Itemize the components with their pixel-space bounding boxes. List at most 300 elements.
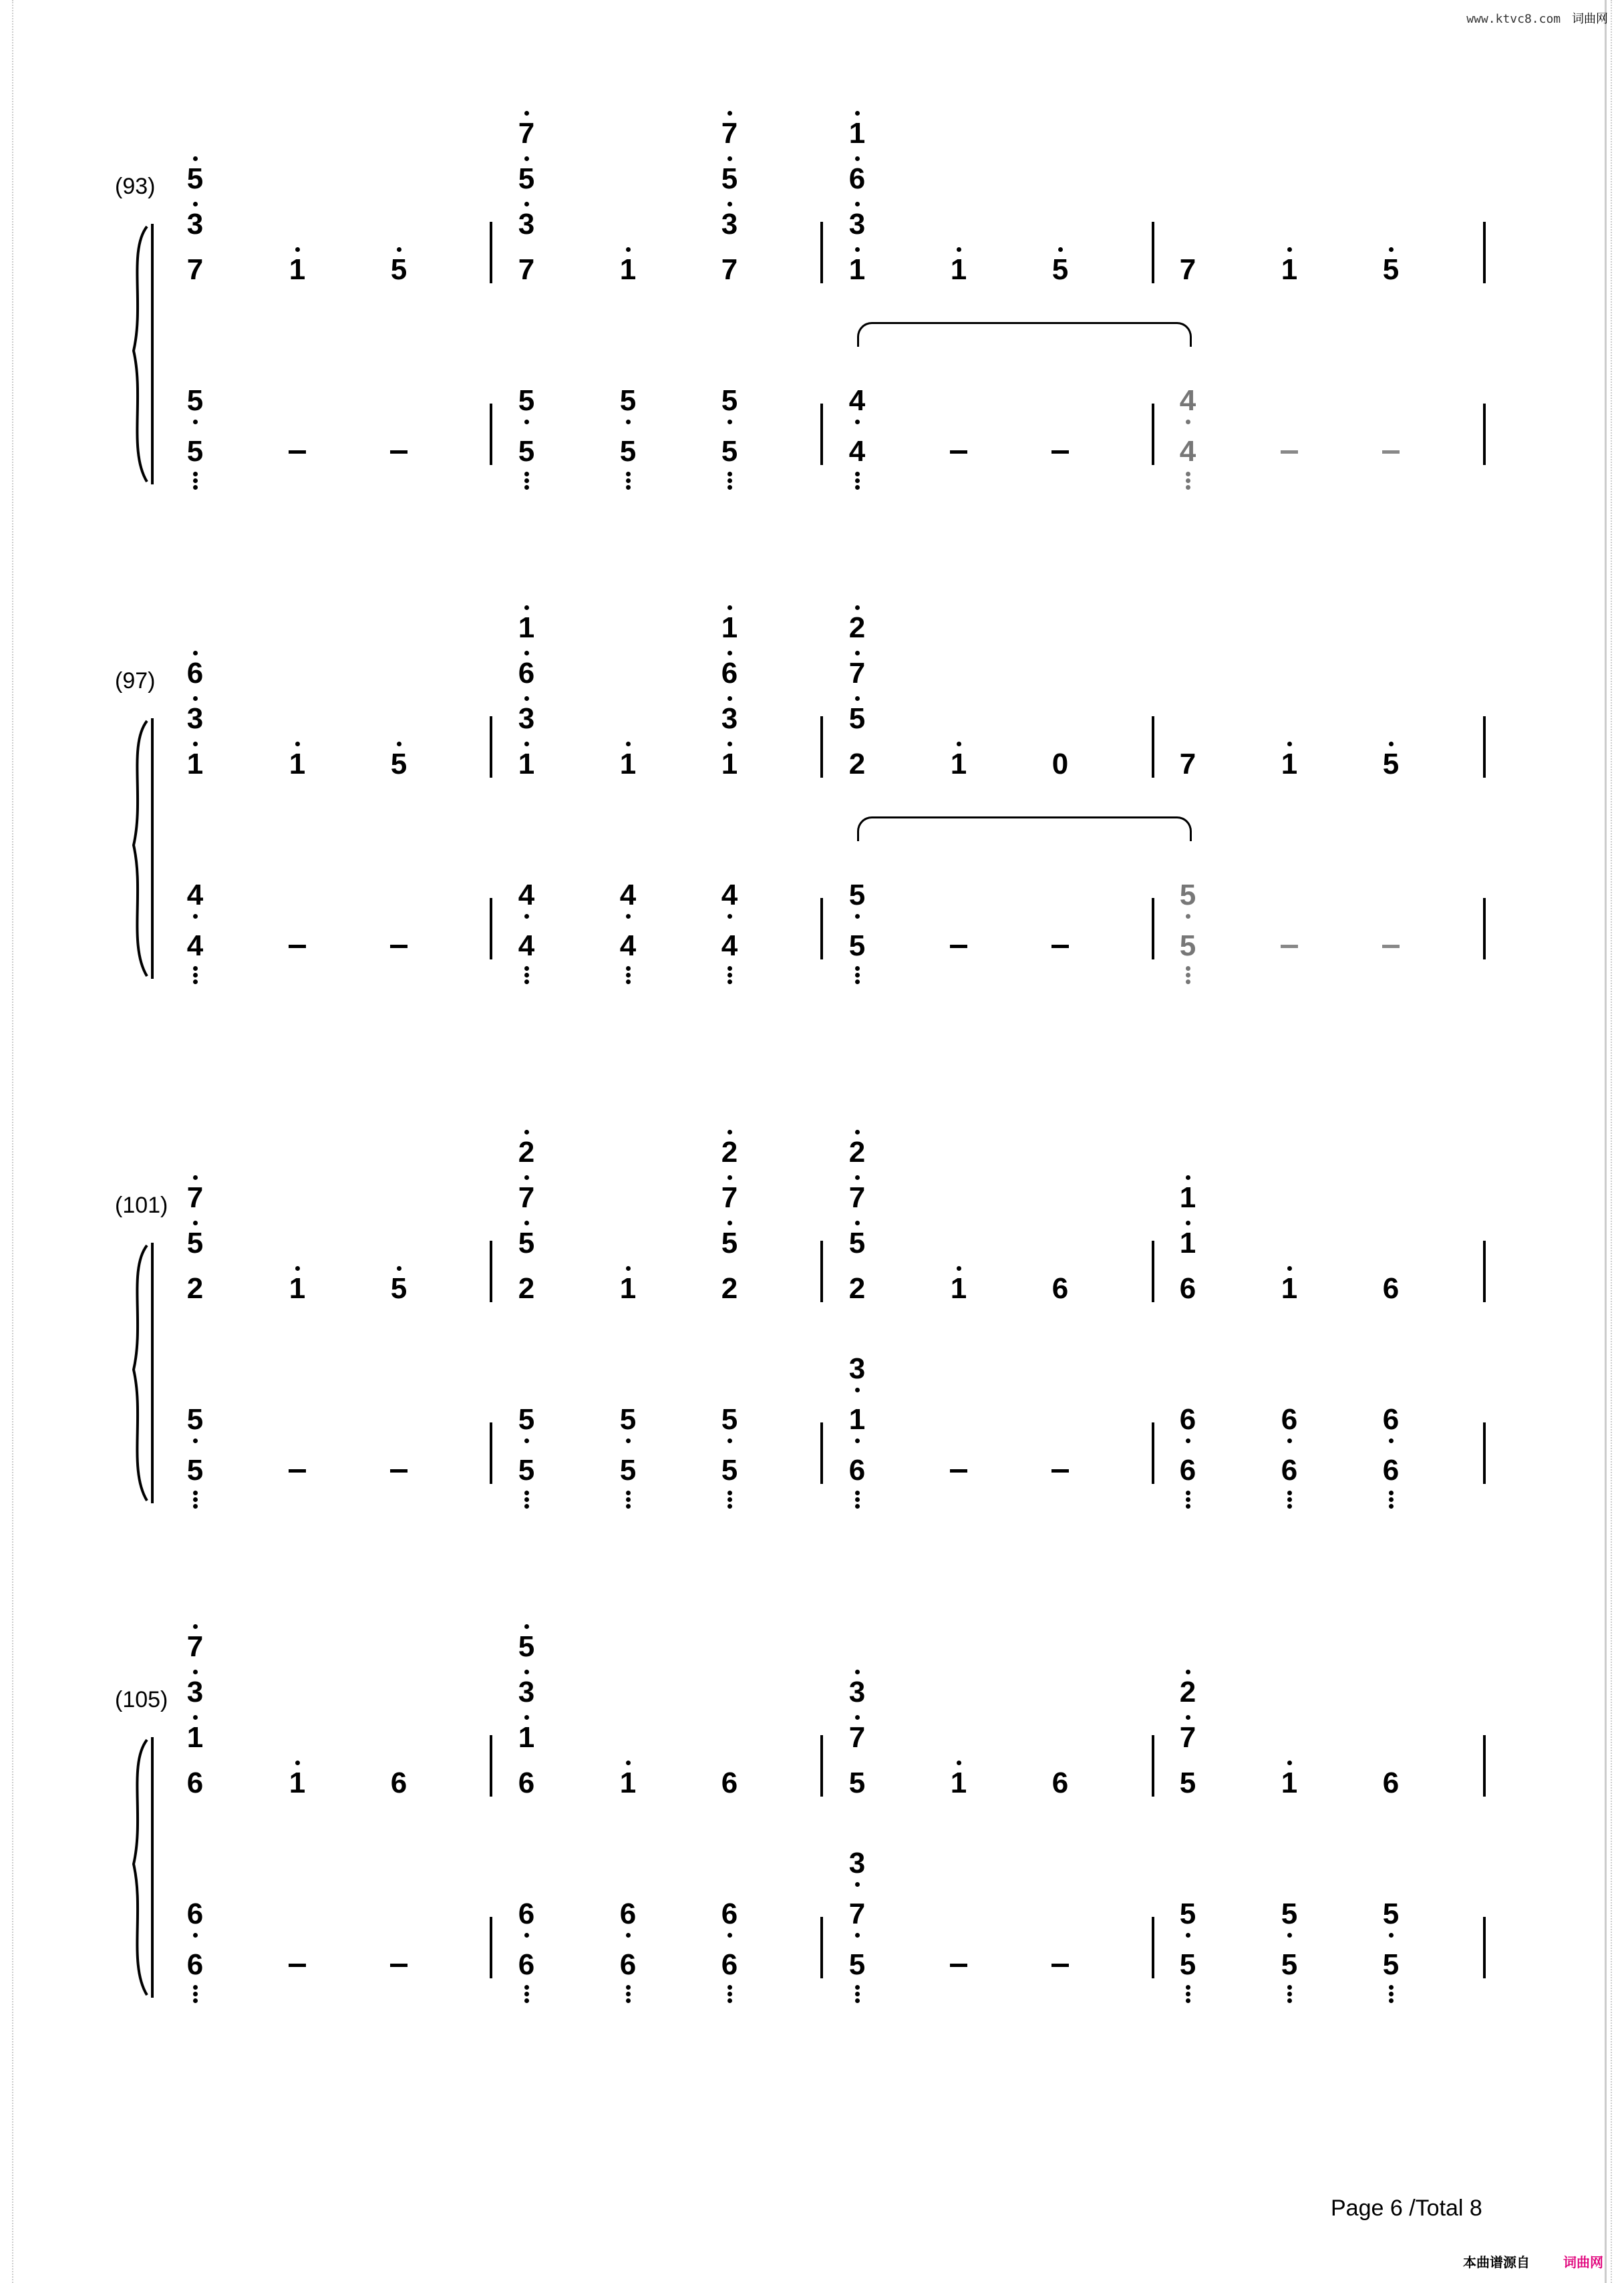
header-site-url[interactable]: www.ktvc8.com xyxy=(1466,12,1561,26)
note: 3 xyxy=(837,210,877,239)
octave-dot xyxy=(855,1998,860,2003)
note: 1 xyxy=(608,255,648,285)
octave-dot xyxy=(1186,1438,1190,1443)
octave-dot xyxy=(727,742,732,746)
grand-staff-brace xyxy=(123,1737,152,1998)
sustain-dash xyxy=(1051,1964,1069,1967)
barline xyxy=(1152,898,1154,959)
octave-dot xyxy=(855,1992,860,1996)
note: 6 xyxy=(1371,1456,1411,1485)
note: 5 xyxy=(1179,1767,1196,1799)
page-indicator: Page 6 /Total 8 xyxy=(1331,2195,1482,2221)
note: 5 xyxy=(608,1405,648,1434)
note: 1 xyxy=(709,613,750,643)
grand-staff-brace xyxy=(123,718,152,979)
sustain-dash xyxy=(289,1964,306,1967)
octave-dot xyxy=(855,1670,860,1674)
octave-dot xyxy=(727,111,732,116)
octave-dot xyxy=(727,1221,732,1225)
octave-dot xyxy=(855,1175,860,1180)
note: 6 xyxy=(837,1456,877,1485)
octave-dot xyxy=(855,111,860,116)
octave-dot xyxy=(727,156,732,161)
note: 1 xyxy=(506,1723,546,1753)
grand-staff-brace xyxy=(123,224,152,484)
octave-dot xyxy=(855,651,860,655)
octave-dot xyxy=(524,914,529,919)
note: 5 xyxy=(848,1767,866,1799)
note: 6 xyxy=(721,1767,738,1799)
octave-dot xyxy=(524,696,529,701)
barline xyxy=(490,716,492,778)
octave-dot xyxy=(855,247,860,252)
barline xyxy=(490,404,492,465)
note: 2 xyxy=(837,613,877,643)
octave-dot xyxy=(1186,1992,1190,1996)
octave-dot xyxy=(626,1933,631,1938)
note: 6 xyxy=(1269,1456,1309,1485)
note: 1 xyxy=(608,750,648,779)
note: 2 xyxy=(186,1272,204,1305)
note: 3 xyxy=(709,210,750,239)
note: 6 xyxy=(1168,1456,1208,1485)
note: 5 xyxy=(837,881,877,910)
measure-number: (101) xyxy=(115,1193,168,1218)
octave-dot xyxy=(524,966,529,971)
barline xyxy=(490,222,492,283)
barline xyxy=(820,1917,823,1978)
octave-dot xyxy=(855,420,860,424)
octave-dot xyxy=(524,1933,529,1938)
octave-dot xyxy=(524,156,529,161)
octave-dot xyxy=(727,472,732,476)
sustain-dash xyxy=(390,1469,408,1473)
note: 3 xyxy=(506,704,546,734)
note: 7 xyxy=(506,119,546,148)
note: 6 xyxy=(1179,1272,1196,1305)
note: 6 xyxy=(506,1950,546,1980)
octave-dot xyxy=(727,914,732,919)
octave-dot xyxy=(1287,1998,1292,2003)
note: 1 xyxy=(1269,1274,1309,1304)
note: 6 xyxy=(1269,1405,1309,1434)
note: 6 xyxy=(608,1950,648,1980)
barline xyxy=(1483,716,1486,778)
octave-dot xyxy=(855,485,860,490)
system-4 xyxy=(0,1614,1624,2108)
octave-dot xyxy=(626,1992,631,1996)
octave-dot xyxy=(1287,742,1292,746)
note: 5 xyxy=(709,164,750,194)
note: 5 xyxy=(1168,1899,1208,1929)
note: 6 xyxy=(709,1950,750,1980)
note: 3 xyxy=(175,210,215,239)
note: 4 xyxy=(837,386,877,416)
note: 7 xyxy=(709,119,750,148)
octave-dot xyxy=(1287,247,1292,252)
note: 1 xyxy=(939,1769,979,1798)
note: 7 xyxy=(837,1899,877,1929)
octave-dot xyxy=(193,202,198,206)
system-barline xyxy=(151,718,154,979)
octave-dot xyxy=(193,478,198,483)
note: 5 xyxy=(506,1405,546,1434)
sustain-dash xyxy=(1051,1469,1069,1473)
note: 4 xyxy=(506,881,546,910)
barline xyxy=(820,898,823,959)
sustain-dash xyxy=(289,945,306,948)
octave-dot xyxy=(957,1761,961,1765)
octave-dot xyxy=(855,1438,860,1443)
octave-dot xyxy=(727,1438,732,1443)
octave-dot xyxy=(193,1985,198,1990)
octave-dot xyxy=(727,973,732,977)
octave-dot xyxy=(855,696,860,701)
system-2 xyxy=(0,595,1624,1089)
octave-dot xyxy=(1186,1175,1190,1180)
octave-dot xyxy=(727,485,732,490)
sustain-dash xyxy=(289,1469,306,1473)
system-1 xyxy=(0,100,1624,595)
octave-dot xyxy=(193,1933,198,1938)
octave-dot xyxy=(727,420,732,424)
note: 5 xyxy=(1168,1950,1208,1980)
note: 6 xyxy=(709,659,750,688)
octave-dot xyxy=(1186,914,1190,919)
barline xyxy=(1483,1422,1486,1484)
octave-dot xyxy=(193,966,198,971)
sustain-dash xyxy=(1051,450,1069,454)
octave-dot xyxy=(855,605,860,610)
note: 5 xyxy=(837,931,877,961)
octave-dot xyxy=(957,247,961,252)
note: 6 xyxy=(506,1899,546,1929)
note: 5 xyxy=(709,1405,750,1434)
octave-dot xyxy=(1186,472,1190,476)
note: 2 xyxy=(518,1272,535,1305)
octave-dot xyxy=(193,1497,198,1502)
octave-dot xyxy=(626,973,631,977)
note: 4 xyxy=(1168,386,1208,416)
note: 4 xyxy=(837,437,877,466)
note: 4 xyxy=(175,931,215,961)
note: 5 xyxy=(1269,1899,1309,1929)
octave-dot xyxy=(727,966,732,971)
note: 5 xyxy=(506,386,546,416)
measure-number: (97) xyxy=(115,668,156,694)
octave-dot xyxy=(626,1438,631,1443)
note: 6 xyxy=(175,1899,215,1929)
sustain-dash xyxy=(1051,945,1069,948)
note: 7 xyxy=(1179,748,1196,780)
header-site xyxy=(1466,9,1608,27)
octave-dot xyxy=(727,478,732,483)
note: 2 xyxy=(506,1138,546,1167)
note: 5 xyxy=(1371,1899,1411,1929)
note: 1 xyxy=(175,1723,215,1753)
octave-dot xyxy=(1186,1221,1190,1225)
sustain-dash xyxy=(950,1964,967,1967)
octave-dot xyxy=(524,979,529,984)
octave-dot xyxy=(626,472,631,476)
octave-dot xyxy=(626,979,631,984)
note: 5 xyxy=(1040,255,1080,285)
note: 7 xyxy=(709,1183,750,1213)
octave-dot xyxy=(855,1882,860,1887)
note: 7 xyxy=(837,1183,877,1213)
note: 3 xyxy=(837,1678,877,1707)
octave-dot xyxy=(193,1175,198,1180)
octave-dot xyxy=(524,1175,529,1180)
octave-dot xyxy=(1389,1504,1394,1509)
octave-dot xyxy=(524,478,529,483)
octave-dot xyxy=(727,696,732,701)
barline xyxy=(820,404,823,465)
octave-dot xyxy=(855,202,860,206)
octave-dot xyxy=(1389,1998,1394,2003)
barline xyxy=(490,1241,492,1302)
octave-dot xyxy=(193,1715,198,1720)
note: 6 xyxy=(608,1899,648,1929)
note: 2 xyxy=(721,1272,738,1305)
sustain-dash xyxy=(390,450,408,454)
header-brand: 词曲网 xyxy=(1572,12,1608,26)
note: 1 xyxy=(277,750,317,779)
footer-brand-logo[interactable]: 词曲网 xyxy=(1563,2256,1603,2270)
note: 7 xyxy=(175,1183,215,1213)
note: 5 xyxy=(506,164,546,194)
octave-dot xyxy=(626,1497,631,1502)
octave-dot xyxy=(524,973,529,977)
octave-dot xyxy=(1287,1933,1292,1938)
barline xyxy=(1152,222,1154,283)
note: 1 xyxy=(608,1769,648,1798)
note: 6 xyxy=(837,164,877,194)
octave-dot xyxy=(193,1491,198,1495)
octave-dot xyxy=(193,973,198,977)
note: 5 xyxy=(175,386,215,416)
octave-dot xyxy=(1186,1715,1190,1720)
note: 2 xyxy=(709,1138,750,1167)
octave-dot xyxy=(727,202,732,206)
octave-dot xyxy=(855,1491,860,1495)
octave-dot xyxy=(193,156,198,161)
sustain-dash xyxy=(950,1469,967,1473)
octave-dot xyxy=(524,111,529,116)
note: 5 xyxy=(1168,881,1208,910)
measure-number: (93) xyxy=(115,174,156,199)
note: 5 xyxy=(506,1456,546,1485)
note: 6 xyxy=(1382,1767,1400,1799)
note: 6 xyxy=(1051,1272,1069,1305)
octave-dot xyxy=(193,1998,198,2003)
octave-dot xyxy=(626,1985,631,1990)
octave-dot xyxy=(957,742,961,746)
octave-dot xyxy=(1389,1491,1394,1495)
octave-dot xyxy=(524,1491,529,1495)
octave-dot xyxy=(193,651,198,655)
barline xyxy=(820,1735,823,1797)
note: 3 xyxy=(709,704,750,734)
sustain-dash xyxy=(950,945,967,948)
octave-dot xyxy=(855,1221,860,1225)
octave-dot xyxy=(524,1998,529,2003)
note: 1 xyxy=(1269,255,1309,285)
note: 4 xyxy=(608,881,648,910)
note: 7 xyxy=(1179,253,1196,286)
octave-dot xyxy=(727,651,732,655)
octave-dot xyxy=(193,1438,198,1443)
octave-dot xyxy=(1389,1985,1394,1990)
note: 4 xyxy=(175,881,215,910)
note: 6 xyxy=(1051,1767,1069,1799)
octave-dot xyxy=(855,914,860,919)
octave-dot xyxy=(855,1130,860,1134)
note: 5 xyxy=(506,1229,546,1258)
note: 1 xyxy=(1168,1183,1208,1213)
note: 5 xyxy=(1371,1950,1411,1980)
barline xyxy=(820,1241,823,1302)
octave-dot xyxy=(626,1491,631,1495)
note: 7 xyxy=(1168,1723,1208,1753)
octave-dot xyxy=(727,979,732,984)
note: 1 xyxy=(506,613,546,643)
octave-dot xyxy=(626,478,631,483)
octave-dot xyxy=(855,472,860,476)
octave-dot xyxy=(855,1715,860,1720)
octave-dot xyxy=(524,742,529,746)
octave-dot xyxy=(1186,485,1190,490)
octave-dot xyxy=(1389,1933,1394,1938)
tie-slur xyxy=(857,816,1192,841)
octave-dot xyxy=(524,1504,529,1509)
octave-dot xyxy=(524,1715,529,1720)
octave-dot xyxy=(1287,1985,1292,1990)
octave-dot xyxy=(193,420,198,424)
barline xyxy=(1152,1422,1154,1484)
octave-dot xyxy=(727,1933,732,1938)
note: 7 xyxy=(186,253,204,286)
measure-number: (105) xyxy=(115,1687,168,1712)
note: 5 xyxy=(379,750,419,779)
octave-dot xyxy=(1389,247,1394,252)
octave-dot xyxy=(626,247,631,252)
octave-dot xyxy=(1389,1992,1394,1996)
note: 3 xyxy=(837,1354,877,1384)
note: 7 xyxy=(837,659,877,688)
note: 7 xyxy=(518,253,535,286)
sustain-dash xyxy=(1281,450,1298,454)
note: 5 xyxy=(175,437,215,466)
note: 1 xyxy=(837,1405,877,1434)
barline xyxy=(1483,222,1486,283)
note: 7 xyxy=(175,1632,215,1662)
tie-slur xyxy=(857,322,1192,347)
note: 1 xyxy=(837,255,877,285)
note: 4 xyxy=(1168,437,1208,466)
note: 5 xyxy=(608,386,648,416)
octave-dot xyxy=(626,1504,631,1509)
note: 2 xyxy=(848,748,866,780)
octave-dot xyxy=(855,1504,860,1509)
note: 1 xyxy=(1269,750,1309,779)
octave-dot xyxy=(727,1497,732,1502)
octave-dot xyxy=(524,605,529,610)
octave-dot xyxy=(397,742,401,746)
octave-dot xyxy=(626,420,631,424)
octave-dot xyxy=(1058,247,1063,252)
note: 4 xyxy=(506,931,546,961)
barline xyxy=(1483,404,1486,465)
octave-dot xyxy=(524,1130,529,1134)
note: 2 xyxy=(1168,1678,1208,1707)
octave-dot xyxy=(524,651,529,655)
barline xyxy=(820,716,823,778)
octave-dot xyxy=(524,420,529,424)
note: 6 xyxy=(175,659,215,688)
note: 2 xyxy=(837,1138,877,1167)
octave-dot xyxy=(397,1266,401,1271)
note: 5 xyxy=(709,386,750,416)
note: 5 xyxy=(709,1456,750,1485)
barline xyxy=(1152,404,1154,465)
note: 6 xyxy=(1168,1405,1208,1434)
octave-dot xyxy=(1287,1491,1292,1495)
note: 5 xyxy=(379,255,419,285)
note: 5 xyxy=(608,437,648,466)
octave-dot xyxy=(524,485,529,490)
note: 5 xyxy=(1168,931,1208,961)
octave-dot xyxy=(295,247,300,252)
barline xyxy=(1152,1241,1154,1302)
octave-dot xyxy=(626,1761,631,1765)
octave-dot xyxy=(524,1221,529,1225)
note: 7 xyxy=(721,253,738,286)
grand-staff-brace xyxy=(123,1243,152,1503)
octave-dot xyxy=(957,1266,961,1271)
octave-dot xyxy=(1287,1266,1292,1271)
octave-dot xyxy=(727,1998,732,2003)
system-barline xyxy=(151,1737,154,1998)
octave-dot xyxy=(1389,1438,1394,1443)
octave-dot xyxy=(524,1624,529,1629)
barline xyxy=(820,222,823,283)
footer-source-label: 本曲谱源自 xyxy=(1463,2256,1530,2270)
note: 1 xyxy=(608,1274,648,1304)
octave-dot xyxy=(193,1624,198,1629)
octave-dot xyxy=(524,1992,529,1996)
octave-dot xyxy=(193,1992,198,1996)
system-barline xyxy=(151,1243,154,1503)
note: 6 xyxy=(518,1767,535,1799)
system-3 xyxy=(0,1119,1624,1614)
octave-dot xyxy=(193,485,198,490)
system-barline xyxy=(151,224,154,484)
octave-dot xyxy=(524,202,529,206)
octave-dot xyxy=(855,1388,860,1392)
barline xyxy=(1483,1735,1486,1797)
octave-dot xyxy=(855,979,860,984)
note: 7 xyxy=(837,1723,877,1753)
octave-dot xyxy=(1186,1998,1190,2003)
octave-dot xyxy=(397,247,401,252)
barline xyxy=(1483,1917,1486,1978)
note: 5 xyxy=(608,1456,648,1485)
octave-dot xyxy=(727,1175,732,1180)
barline xyxy=(490,1422,492,1484)
octave-dot xyxy=(626,966,631,971)
note: 1 xyxy=(277,1274,317,1304)
